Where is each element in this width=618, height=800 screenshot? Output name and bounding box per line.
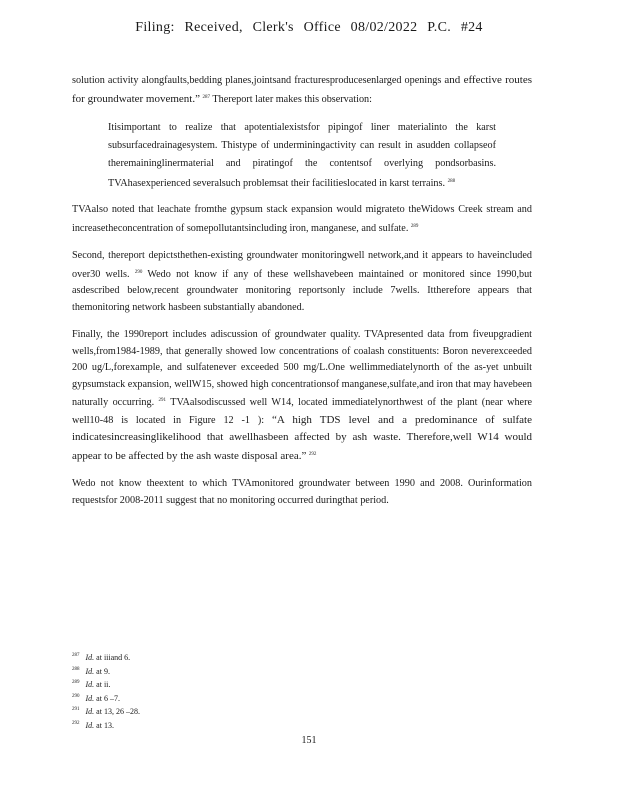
paragraph-3-text-a: Second, thereport depictsthethen-existing groundwater monitoringwell network,and it appears to haveincluded over30 wells. bbox=[72, 250, 532, 280]
block-quote bbox=[108, 119, 496, 193]
paragraph-3-text-b: Wedo not know if any of these wellshavebeen maintained or monitored since 1990,but asdescribed below,recent groundwater monitoring reportsonly include 7wells. Ittherefore appears that themonitoring network hasbeen substantially abandoned. bbox=[72, 268, 533, 313]
block-quote-text: Itisimportant to realize that apotentialexistsfor pipingof liner materialinto the karst subsurfacedrainagesystem. Thistype of underminingactivity can result in asudden collapseof theremaininglinermaterial and piratingof the contentsof overlying pondsorbasins. TVAhasexperienced severalsuch problemsat their facilitieslocated in karst terrains. bbox=[108, 122, 496, 189]
footnote-text: at iiiand 6. bbox=[96, 653, 131, 662]
paragraph-4-quote-end: would appear to be affected by the ash waste disposal area.” bbox=[72, 431, 533, 462]
footnote-id: Id. bbox=[85, 720, 95, 730]
paragraph-1-text-c: Thereport later makes this observation: bbox=[212, 93, 372, 105]
footnote-number: 287 bbox=[72, 653, 80, 658]
paragraph-1-text-a: solution activity alongfaults,bedding planes,jointsand fracturesproducesenlarged openings bbox=[72, 75, 442, 86]
footnote-text: at ii. bbox=[96, 680, 111, 689]
paragraph-4 bbox=[72, 327, 532, 465]
footnote-text: at 6 –7. bbox=[96, 693, 120, 703]
paragraph-1-text-b: and effective routes for groundwater movement.” bbox=[72, 74, 532, 105]
footnote-id: Id. bbox=[85, 680, 95, 689]
footnote-id: Id. bbox=[85, 653, 95, 662]
footnote-number: 288 bbox=[72, 666, 80, 672]
footnote-ref-292[interactable]: 292 bbox=[308, 451, 317, 457]
footnote-number: 291 bbox=[72, 707, 80, 712]
footnote bbox=[72, 691, 140, 705]
paragraph-4-text-b: TVAalsodiscussed well W14, located immediatelynorthwest of the plant (near where well10-48 is located in Figure 12 -1 ): bbox=[72, 397, 532, 426]
paragraph-2 bbox=[72, 202, 532, 237]
footnote-number: 289 bbox=[72, 680, 80, 685]
page-number: 151 bbox=[301, 735, 317, 746]
paragraph-4-quote: “A high TDS level and a predominance of sulfate indicatesincreasinglikelihood that awellhasbeen affected by ash waste. Therefore,well W14 bbox=[72, 413, 532, 443]
footnote-ref-289[interactable]: 289 bbox=[410, 223, 419, 229]
footnotes bbox=[72, 650, 140, 731]
footnote-ref-288[interactable]: 288 bbox=[447, 179, 456, 184]
footnote-text: at 13, 26 –28. bbox=[96, 707, 140, 716]
document-body bbox=[72, 72, 532, 520]
footnote bbox=[72, 650, 140, 664]
paragraph-4-text-a: Finally, the 1990report includes adiscussion of groundwater quality. TVApresented data from fiveupgradient wells,from1984-1989, that generally showed low concentrations of coalash constituents: Boron neverexceeded 200 ug/L,forexample, and sulfatenever exceeded 500 mg/L.One wellimmediatelynorth of the as-yet unbuilt gypsumstack expansion, wellW15, showed high concentrationsof manganese,sulfate,and iron that may havebeen naturally occurring. bbox=[72, 329, 532, 408]
footnote-id: Id. bbox=[85, 693, 95, 703]
paragraph-2-text: TVAalso noted that leachate fromthe gypsum stack expansion would migrateto theWidows Creek stream and increasetheconcentration of somepollutantsincluding iron, manganese, and sulfate. bbox=[72, 204, 532, 234]
footnote bbox=[72, 704, 140, 718]
footnote-text: at 13. bbox=[96, 720, 114, 730]
footnote bbox=[72, 664, 140, 678]
footnote-id: Id. bbox=[85, 707, 95, 716]
filing-header: Filing: Received, Clerk's Office 08/02/2022 P.C. #24 bbox=[135, 20, 483, 35]
footnote-ref-290[interactable]: 290 bbox=[134, 269, 143, 275]
footnote-ref-291[interactable]: 291 bbox=[158, 398, 167, 403]
footnote-id: Id. bbox=[85, 666, 95, 676]
footnote-number: 290 bbox=[72, 693, 80, 699]
footnote-number: 292 bbox=[72, 720, 80, 726]
footnote bbox=[72, 718, 140, 732]
footnote-text: at 9. bbox=[96, 666, 110, 676]
paragraph-5 bbox=[72, 476, 532, 509]
paragraph-1 bbox=[72, 72, 532, 108]
footnote-ref-287[interactable]: 287 bbox=[202, 94, 211, 100]
paragraph-5-text: Wedo not know theextent to which TVAmonitored groundwater between 1990 and 2008. Ourinformation requestsfor 2008-2011 suggest that no monitoring occurred duringthat period. bbox=[72, 478, 532, 506]
paragraph-3 bbox=[72, 248, 532, 316]
footnote bbox=[72, 677, 140, 691]
